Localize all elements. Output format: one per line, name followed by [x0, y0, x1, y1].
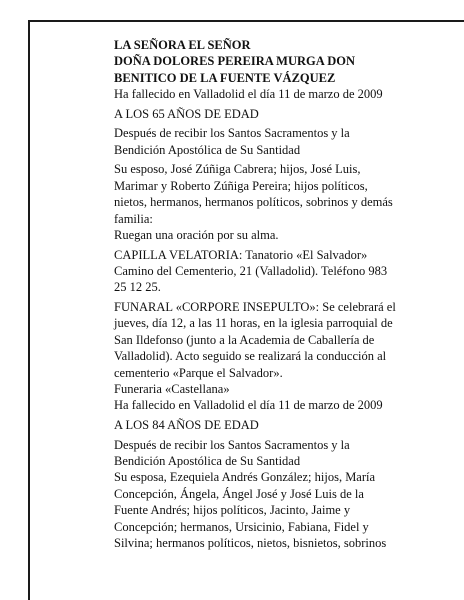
funeral-line1: FUNARAL «CORPORE INSEPULTO»: Se celebrará el — [114, 300, 396, 315]
chapel-line3: 25 12 25. — [114, 280, 161, 295]
sacraments-1-line2: Bendición Apostólica de Su Santidad — [114, 142, 301, 157]
family-2-line3: Fuente Andrés; hijos políticos, Jacinto, Jaime y — [114, 503, 351, 518]
chapel-line2: Camino del Cementerio, 21 (Valladolid). Teléfono 983 — [114, 264, 388, 279]
death-notice-1: Ha fallecido en Valladolid el día 11 de marzo de 2009 — [114, 87, 383, 102]
chapel-line1: CAPILLA VELATORIA: Tanatorio «El Salvador» — [114, 247, 368, 262]
obituary-heading-line2: DOÑA DOLORES PEREIRA MURGA DON — [114, 54, 355, 69]
frame-top-border — [28, 20, 464, 22]
family-1-line2: Marimar y Roberto Zúñiga Pereira; hijos políticos, — [114, 178, 368, 193]
funeral-line3: San Ildefonso (junto a la Academia de Caballería de — [114, 332, 375, 347]
family-2-line5: Silvina; hermanos políticos, nietos, bisnietos, sobrinos — [114, 536, 387, 551]
age-notice-1: A LOS 65 AÑOS DE EDAD — [114, 106, 259, 121]
funeral-line4: Valladolid). Acto seguido se realizará la conducción al — [114, 349, 387, 364]
funeral-home: Funeraria «Castellana» — [114, 382, 230, 397]
family-2-line1: Su esposa, Ezequiela Andrés González; hijos, María — [114, 470, 376, 485]
sacraments-1-line1: Después de recibir los Santos Sacramentos y la — [114, 126, 350, 141]
funeral-line5: cementerio «Parque el Salvador». — [114, 365, 283, 380]
family-1-line1: Su esposo, José Zúñiga Cabrera; hijos, José Luis, — [114, 162, 361, 177]
family-1-line4: familia: — [114, 211, 153, 226]
obituary-heading-line3: BENITICO DE LA FUENTE VÁZQUEZ — [114, 70, 336, 85]
family-1-line3: nietos, hermanos, hermanos políticos, sobrinos y demás — [114, 195, 393, 210]
obituary-text — [114, 37, 432, 552]
death-notice-2: Ha fallecido en Valladolid el día 11 de marzo de 2009 — [114, 398, 383, 413]
frame-left-border — [28, 20, 30, 600]
obituary-heading-line1: LA SEÑORA EL SEÑOR — [114, 38, 251, 52]
family-2-line2: Concepción, Ángela, Ángel José y José Luis de la — [114, 486, 364, 501]
prayer-line: Ruegan una oración por su alma. — [114, 228, 279, 243]
age-notice-2: A LOS 84 AÑOS DE EDAD — [114, 418, 259, 433]
sacraments-2-line1: Después de recibir los Santos Sacramentos y la — [114, 437, 350, 452]
family-2-line4: Concepción; hermanos, Ursicinio, Fabiana, Fidel y — [114, 519, 369, 534]
funeral-line2: jueves, día 12, a las 11 horas, en la iglesia parroquial de — [114, 316, 393, 331]
sacraments-2-line2: Bendición Apostólica de Su Santidad — [114, 454, 301, 469]
